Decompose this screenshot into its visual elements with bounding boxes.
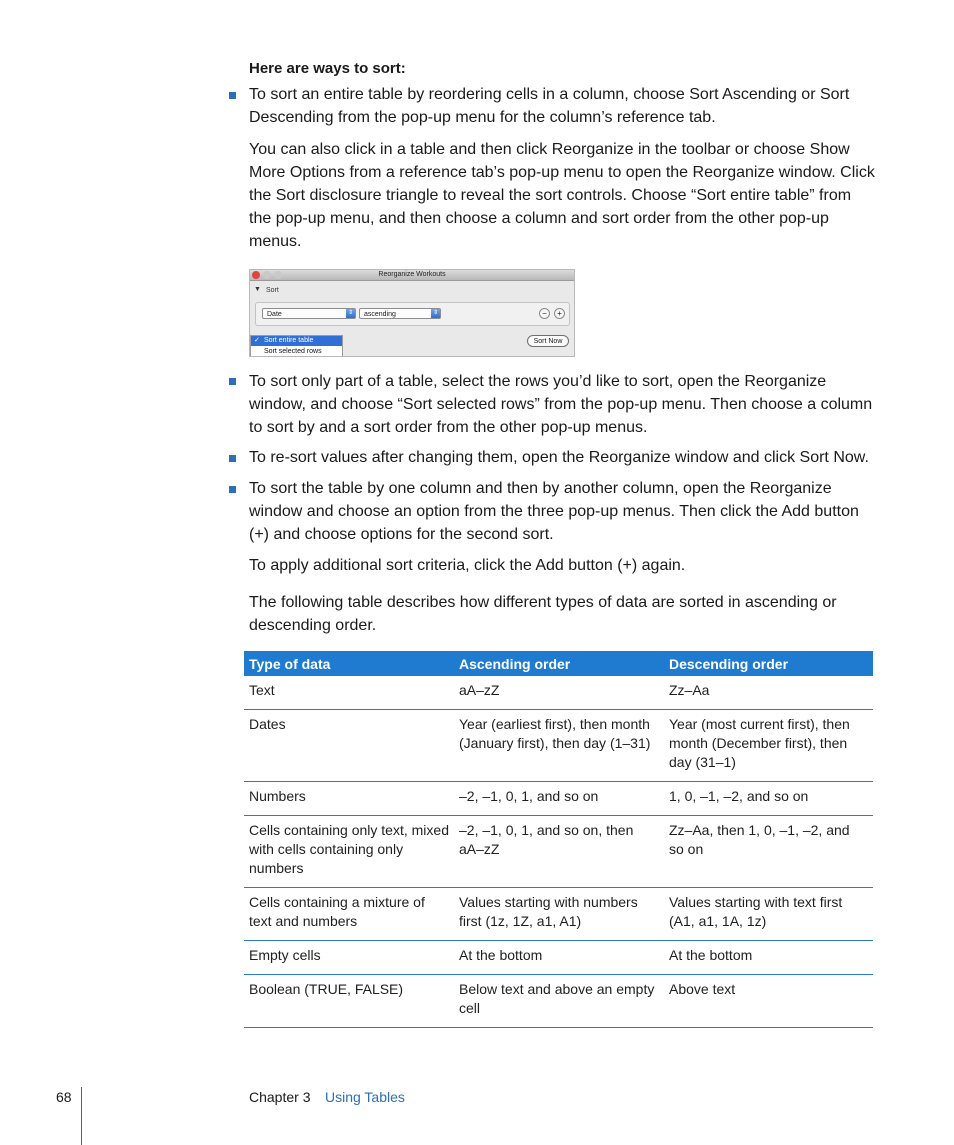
sort-order-table — [244, 651, 873, 1028]
table-cell: Dates — [244, 710, 454, 782]
header-ascending-order: Ascending order — [454, 651, 664, 676]
table-cell: Numbers — [244, 782, 454, 816]
sort-scope-menu — [250, 335, 343, 357]
paragraph-table-intro: The following table describes how different types of data are sorted in ascending or descending order. — [249, 594, 837, 634]
table-row — [244, 782, 873, 816]
paragraph-reorganize-instructions: You can also click in a table and then click Reorganize in the toolbar or choose Show More Options from a reference tab’s pop-up menu to open the Reorganize window. Click the Sort disclosure triangle to reveal the sort controls. Choose “Sort entire table” from the pop-up menu, and then choose a column and sort order from the other pop-up menus. — [249, 141, 875, 250]
window-title: Reorganize Workouts — [378, 271, 446, 278]
checkmark-icon: ✓ — [254, 337, 260, 344]
header-type-of-data: Type of data — [244, 651, 454, 676]
table-cell: Values starting with numbers first (1z, 1Z, a1, A1) — [454, 888, 664, 941]
table-cell: Boolean (TRUE, FALSE) — [244, 975, 454, 1028]
table-cell: Empty cells — [244, 941, 454, 975]
bullet-item-sort-entire-table: To sort an entire table by reordering cells in a column, choose Sort Ascending or Sort Descending from the pop-up menu for the column’s reference tab. — [249, 86, 850, 126]
table-cell: Text — [244, 676, 454, 710]
menu-item-label: Sort entire table — [264, 337, 314, 344]
menu-item-sort-entire-table — [251, 336, 342, 346]
table-cell: Zz–Aa — [664, 676, 873, 710]
table-row — [244, 710, 873, 782]
window-titlebar — [250, 270, 574, 281]
table-row — [244, 941, 873, 975]
table-cell: Cells containing only text, mixed with cells containing only numbers — [244, 816, 454, 888]
table-cell: At the bottom — [454, 941, 664, 975]
table-row — [244, 676, 873, 710]
table-cell: Zz–Aa, then 1, 0, –1, –2, and so on — [664, 816, 873, 888]
paragraph-additional-criteria: To apply additional sort criteria, click the Add button (+) again. — [249, 557, 686, 574]
sort-now-button: Sort Now — [527, 335, 569, 347]
order-popup — [359, 308, 441, 319]
sort-label: Sort — [266, 287, 279, 294]
table-row — [244, 816, 873, 888]
footer-divider — [81, 1087, 82, 1145]
section-heading: Here are ways to sort: — [249, 60, 406, 77]
table-cell: aA–zZ — [454, 676, 664, 710]
table-header-row — [244, 651, 873, 676]
table-cell: Above text — [664, 975, 873, 1028]
table-cell: Values starting with text first (A1, a1, 1A, 1z) — [664, 888, 873, 941]
table-cell: Year (earliest first), then month (January first), then day (1–31) — [454, 710, 664, 782]
table-cell: Year (most current first), then month (December first), then day (31–1) — [664, 710, 873, 782]
popup-arrows-icon: ⇕ — [347, 310, 354, 316]
header-descending-order: Descending order — [664, 651, 873, 676]
table-cell: –2, –1, 0, 1, and so on, then aA–zZ — [454, 816, 664, 888]
bullet-marker — [229, 455, 236, 462]
bullet-marker — [229, 378, 236, 385]
bullet-item-multi-column: To sort the table by one column and then by another column, open the Reorganize window and choose an option from the three pop-up menus. Then click the Add button (+) and choose options for the second sort. — [249, 480, 859, 543]
table-cell: At the bottom — [664, 941, 873, 975]
table-cell: –2, –1, 0, 1, and so on — [454, 782, 664, 816]
bullet-marker — [229, 92, 236, 99]
remove-sort-button: − — [539, 308, 550, 319]
order-popup-value: ascending — [364, 311, 396, 318]
column-popup-value: Date — [267, 311, 282, 318]
bullet-item-resort: To re-sort values after changing them, open the Reorganize window and click Sort Now. — [249, 449, 869, 466]
bullet-marker — [229, 486, 236, 493]
table-row — [244, 975, 873, 1028]
menu-item-sort-selected-rows: Sort selected rows — [264, 348, 322, 355]
column-popup — [262, 308, 356, 319]
add-sort-button: + — [554, 308, 565, 319]
table-cell: Cells containing a mixture of text and numbers — [244, 888, 454, 941]
page-number: 68 — [56, 1089, 72, 1105]
chapter-title-link[interactable]: Using Tables — [325, 1089, 405, 1105]
disclosure-triangle-icon: ▼ — [254, 286, 261, 293]
bullet-item-sort-part: To sort only part of a table, select the rows you’d like to sort, open the Reorganize window, and choose “Sort selected rows” from the pop-up menu. Then choose a column to sort by and a sort order from the other pop-up menus. — [249, 373, 873, 436]
reorganize-window-screenshot — [249, 269, 575, 357]
table-row — [244, 888, 873, 941]
table-cell: Below text and above an empty cell — [454, 975, 664, 1028]
popup-arrows-icon: ⇕ — [432, 310, 439, 316]
sort-controls-box — [255, 302, 570, 326]
table-cell: 1, 0, –1, –2, and so on — [664, 782, 873, 816]
chapter-label: Chapter 3 — [249, 1089, 311, 1105]
